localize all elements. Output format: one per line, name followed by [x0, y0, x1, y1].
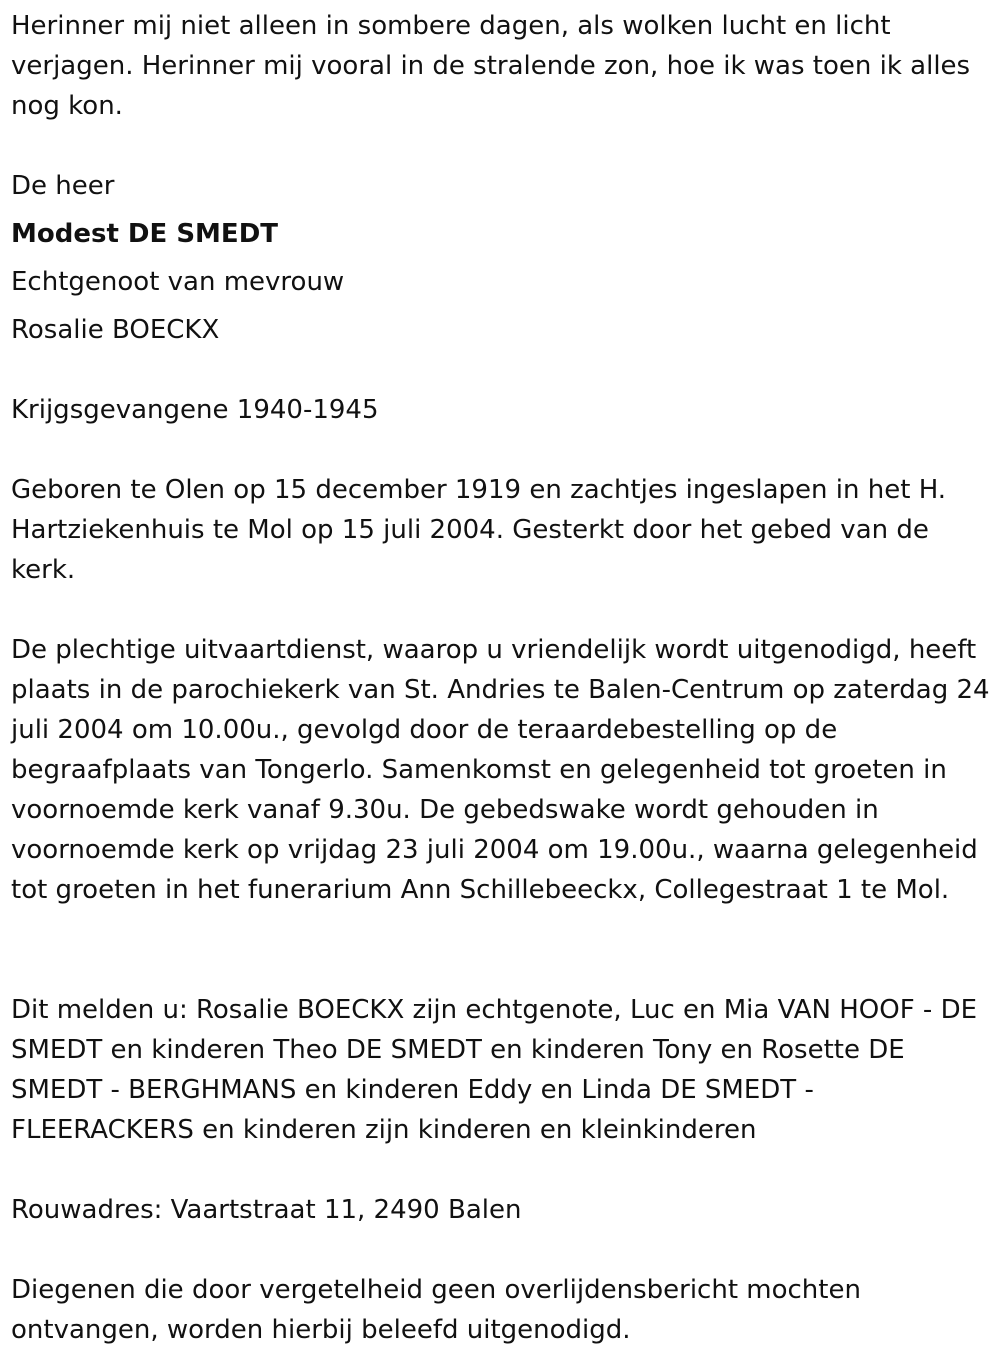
deceased-name: Modest DE SMEDT: [11, 219, 279, 249]
salutation: De heer: [11, 171, 115, 201]
poem-paragraph: Herinner mij niet alleen in sombere dagen, als wolken lucht en licht verjagen. Herinner mij vooral in de stralende zon, hoe ik was toen ik alles nog kon.: [11, 11, 971, 121]
closing-paragraph: Diegenen die door vergetelheid geen overlijdensbericht mochten ontvangen, worden hierbij beleefd uitgenodigd.: [11, 1275, 861, 1345]
spouse-line-2: Rosalie BOECKX: [11, 315, 220, 345]
war-note: Krijgsgevangene 1940-1945: [11, 395, 379, 425]
announcers-paragraph: Dit melden u: Rosalie BOECKX zijn echtgenote, Luc en Mia VAN HOOF - DE SMEDT en kinderen Theo DE SMEDT en kinderen Tony en Rosette DE SMEDT - BERGHMANS en kinderen Eddy en Linda DE SMEDT - FLEERACKERS en kinderen zijn kinderen en kleinkinderen: [11, 995, 978, 1145]
funeral-paragraph: De plechtige uitvaartdienst, waarop u vriendelijk wordt uitgenodigd, heeft plaats in de parochiekerk van St. Andries te Balen-Centrum op zaterdag 24 juli 2004 om 10.00u., gevolgd door de teraardebestelling op de begraafplaats van Tongerlo. Samenkomst en gelegenheid tot groeten in voornoemde kerk vanaf 9.30u. De gebedswake wordt gehouden in voornoemde kerk op vrijdag 23 juli 2004 om 19.00u., waarna gelegenheid tot groeten in het funerarium Ann Schillebeeckx, Collegestraat 1 te Mol.: [11, 635, 990, 905]
mourning-address: Rouwadres: Vaartstraat 11, 2490 Balen: [11, 1195, 522, 1225]
birth-death-paragraph: Geboren te Olen op 15 december 1919 en zachtjes ingeslapen in het H. Hartziekenhuis te Mol op 15 juli 2004. Gesterkt door het gebed van de kerk.: [11, 475, 947, 585]
spouse-line-1: Echtgenoot van mevrouw: [11, 267, 345, 297]
